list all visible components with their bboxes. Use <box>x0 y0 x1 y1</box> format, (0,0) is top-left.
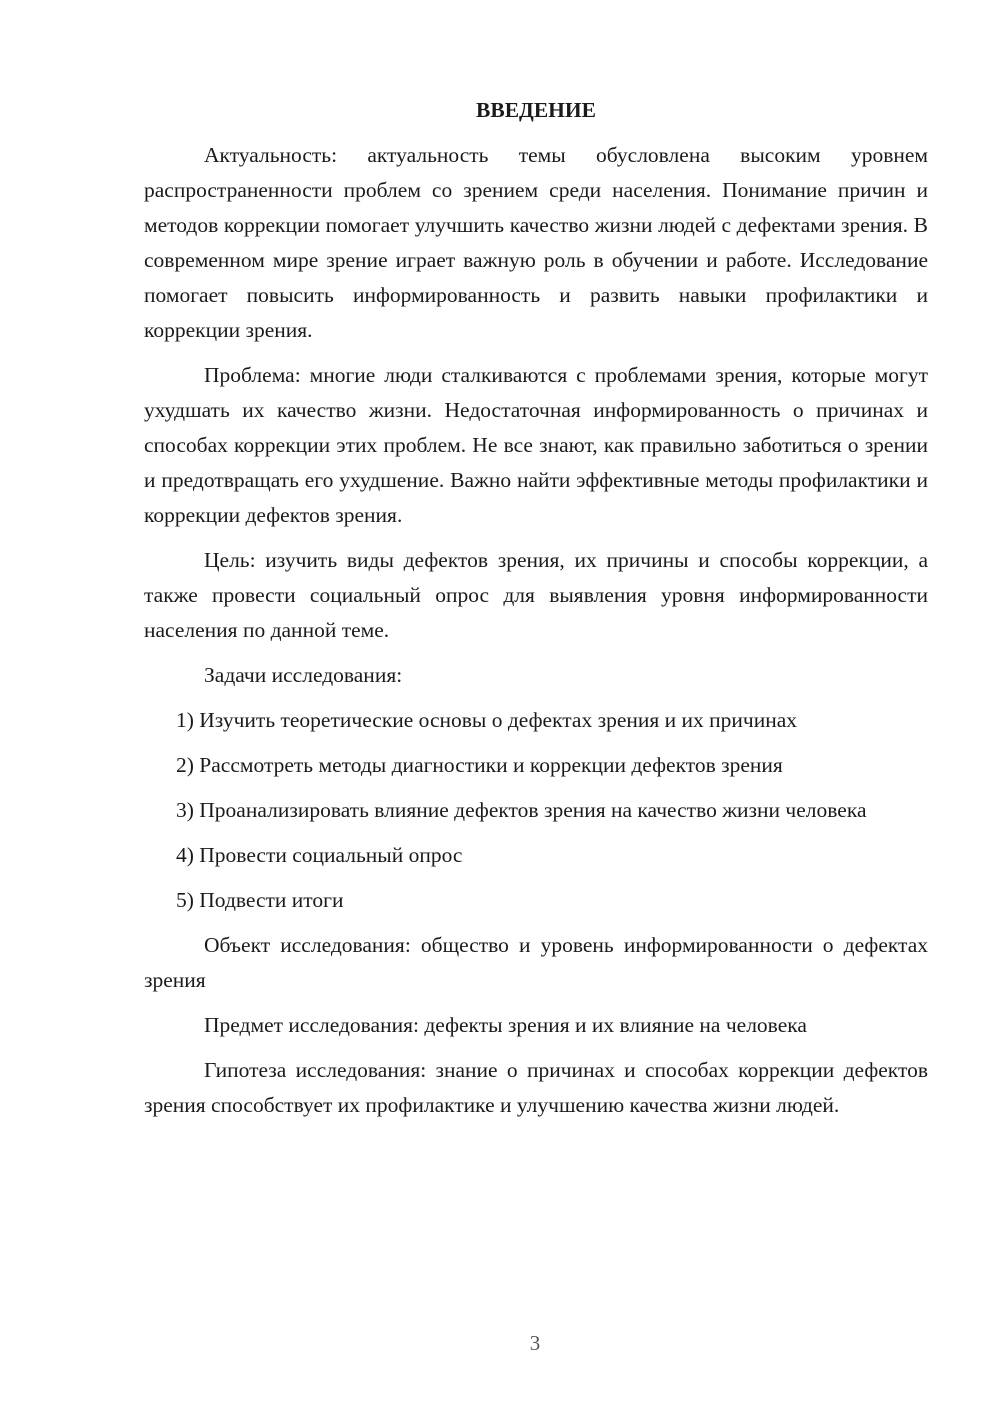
problem-paragraph: Проблема: многие люди сталкиваются с проблемами зрения, которые могут ухудшать их качество жизни. Недостаточная информированность о причинах и способах коррекции этих проблем. Не все знают, как правильно заботиться о зрении и предотвращать его ухудшение. Важно найти эффективные методы профилактики и коррекции дефектов зрения. <box>144 363 928 527</box>
goal-paragraph: Цель: изучить виды дефектов зрения, их причины и способы коррекции, а также провести социальный опрос для выявления уровня информированности населения по данной теме. <box>144 548 928 642</box>
task-item: 1) Изучить теоретические основы о дефектах зрения и их причинах <box>176 708 798 732</box>
section-title: ВВЕДЕНИЕ <box>476 98 596 122</box>
page-number: 3 <box>529 1331 541 1355</box>
object-paragraph: Объект исследования: общество и уровень информированности о дефектах зрения <box>144 933 928 992</box>
task-item: 5) Подвести итоги <box>176 888 344 912</box>
hypothesis-paragraph: Гипотеза исследования: знание о причинах и способах коррекции дефектов зрения способствует их профилактике и улучшению качества жизни людей. <box>144 1058 928 1117</box>
relevance-paragraph: Актуальность: актуальность темы обусловлена высоким уровнем распространенности проблем со зрением среди населения. Понимание причин и методов коррекции помогает улучшить качество жизни людей с дефектами зрения. В современном мире зрение играет важную роль в обучении и работе. Исследование помогает повысить информированность и развить навыки профилактики и коррекции зрения. <box>144 143 928 342</box>
subject-paragraph: Предмет исследования: дефекты зрения и их влияние на человека <box>204 1013 807 1037</box>
tasks-heading: Задачи исследования: <box>204 663 403 687</box>
task-item: 2) Рассмотреть методы диагностики и коррекции дефектов зрения <box>176 753 783 777</box>
task-item: 3) Проанализировать влияние дефектов зрения на качество жизни человека <box>176 798 867 822</box>
page-content <box>144 93 928 1133</box>
task-item: 4) Провести социальный опрос <box>176 843 463 867</box>
